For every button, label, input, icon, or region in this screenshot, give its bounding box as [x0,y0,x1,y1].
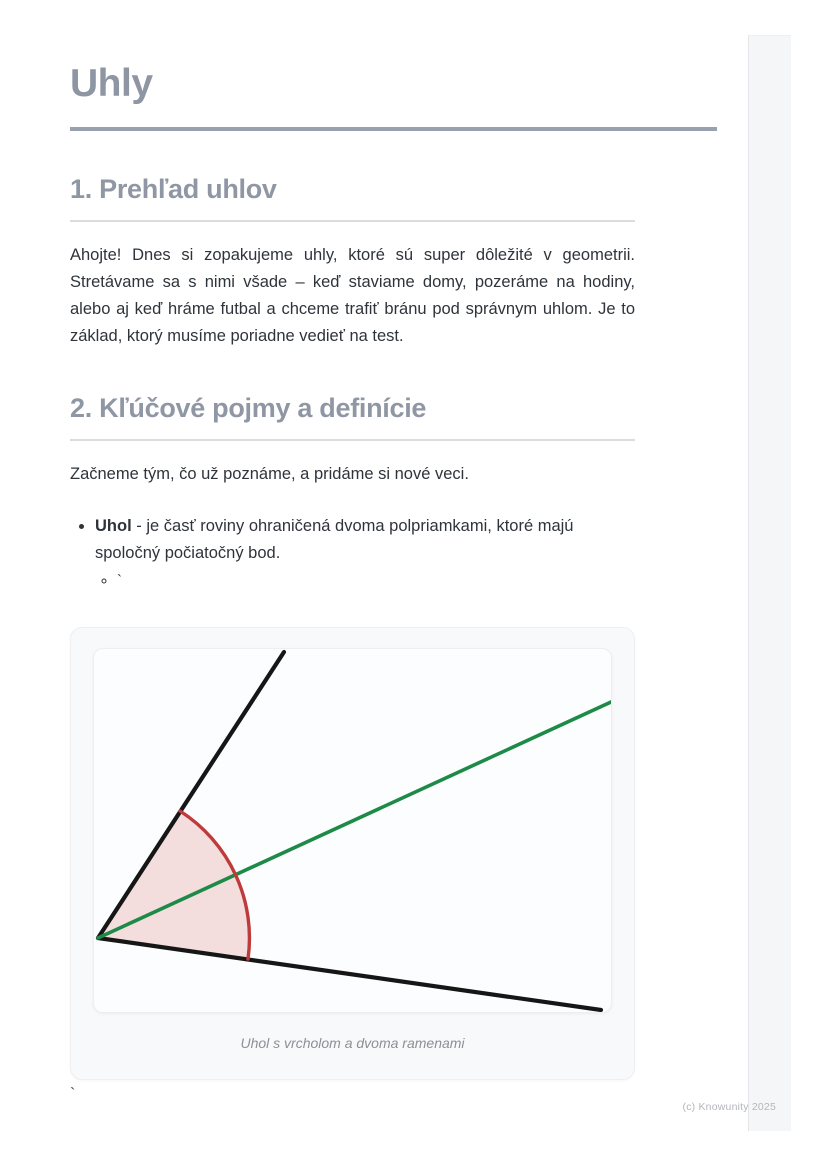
definition-sublist [95,570,635,591]
page-title: Uhly [70,62,153,105]
section-heading-1: 1. Prehľad uhlov [70,174,277,204]
document-body [70,0,635,1080]
section-paragraph-2: Začneme tým, čo už poznáme, a pridáme si nové veci. [70,465,469,484]
title-divider [70,127,717,131]
angle-diagram-panel [93,648,612,1013]
section-divider-1 [70,220,635,222]
section-paragraph-1: Ahojte! Dnes si zopakujeme uhly, ktoré sú super dôležité v geometrii. Stretávame sa s nimi všade – keď staviame domy, pozeráme na hodiny, alebo aj keď hráme futbal a chceme trafiť bránu pod správnym uhlom. Je to základ, ktorý musíme poriadne vedieť na test. [70,246,635,346]
angle-sector-fill [98,811,249,959]
section-divider-2 [70,439,635,441]
figure-card [70,627,635,1080]
angle-ray-lower [98,938,601,1010]
page-edge-strip [748,35,791,1131]
term-label: Uhol [95,517,132,536]
section-heading-2: 2. Kľúčové pojmy a definície [70,393,427,424]
angle-diagram [94,649,612,1012]
figure-caption: Uhol s vrcholom a dvoma ramenami [240,1035,465,1052]
list-item-uhol [95,513,635,591]
page-footer: (c) Knowunity 2025 [682,1101,776,1113]
definition-list [70,513,635,591]
sub-list-item: ◦ ` [117,570,635,591]
term-definition: - je časť roviny ohraničená dvoma polpriamkami, ktoré majú spoločný počiatočný bod. [95,517,574,563]
stray-backtick: ` [70,1086,76,1103]
